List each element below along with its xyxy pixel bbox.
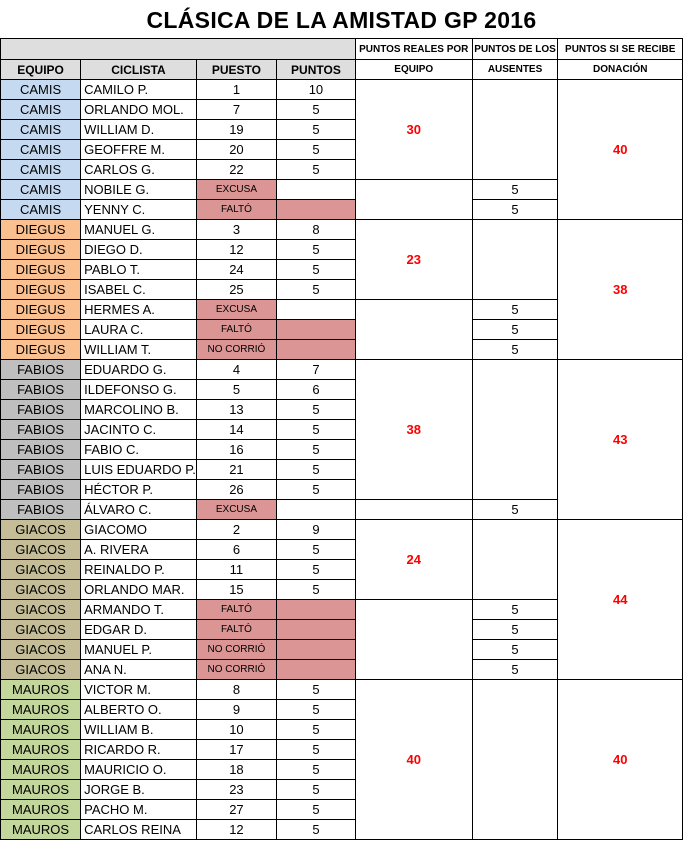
- rider-cell: WILLIAM B.: [81, 720, 197, 740]
- results-table: [0, 38, 683, 840]
- header-row-top: [1, 39, 683, 60]
- points-cell: [277, 620, 356, 640]
- status-badge: FALTÓ: [196, 200, 276, 220]
- rider-cell: CAMILO P.: [81, 80, 197, 100]
- team-real-points: 30: [355, 80, 472, 180]
- position-cell: 20: [196, 140, 276, 160]
- absent-points: 5: [472, 600, 558, 620]
- points-cell: 8: [277, 220, 356, 240]
- team-cell: DIEGUS: [1, 340, 81, 360]
- absent-points: [472, 520, 558, 600]
- donation-points: 43: [558, 360, 683, 520]
- rider-cell: MANUEL G.: [81, 220, 197, 240]
- rider-cell: WILLIAM T.: [81, 340, 197, 360]
- rider-cell: ALBERTO O.: [81, 700, 197, 720]
- points-cell: [277, 500, 356, 520]
- points-cell: 5: [277, 120, 356, 140]
- table-row: [1, 220, 683, 240]
- team-real-points: [355, 180, 472, 220]
- position-cell: 8: [196, 680, 276, 700]
- position-cell: 25: [196, 280, 276, 300]
- position-cell: 7: [196, 100, 276, 120]
- points-cell: [277, 320, 356, 340]
- points-cell: 5: [277, 480, 356, 500]
- team-cell: MAUROS: [1, 680, 81, 700]
- points-cell: 5: [277, 580, 356, 600]
- points-cell: 5: [277, 760, 356, 780]
- position-cell: 1: [196, 80, 276, 100]
- points-cell: [277, 660, 356, 680]
- absent-points: [472, 680, 558, 840]
- team-cell: GIACOS: [1, 600, 81, 620]
- header-puesto: PUESTO: [196, 60, 276, 80]
- points-cell: 5: [277, 720, 356, 740]
- rider-cell: GIACOMO: [81, 520, 197, 540]
- team-cell: DIEGUS: [1, 260, 81, 280]
- rider-cell: JORGE B.: [81, 780, 197, 800]
- team-cell: GIACOS: [1, 580, 81, 600]
- points-cell: [277, 180, 356, 200]
- donation-points: 40: [558, 680, 683, 840]
- position-cell: 17: [196, 740, 276, 760]
- points-cell: 6: [277, 380, 356, 400]
- team-cell: CAMIS: [1, 80, 81, 100]
- rider-cell: GEOFFRE M.: [81, 140, 197, 160]
- header-ausentes-bottom: AUSENTES: [472, 60, 558, 80]
- rider-cell: EDUARDO G.: [81, 360, 197, 380]
- points-cell: 5: [277, 820, 356, 840]
- position-cell: 9: [196, 700, 276, 720]
- position-cell: 14: [196, 420, 276, 440]
- status-badge: NO CORRIÓ: [196, 640, 276, 660]
- header-puntos: PUNTOS: [277, 60, 356, 80]
- position-cell: 15: [196, 580, 276, 600]
- position-cell: 18: [196, 760, 276, 780]
- position-cell: 10: [196, 720, 276, 740]
- status-badge: EXCUSA: [196, 300, 276, 320]
- sheet-title: CLÁSICA DE LA AMISTAD GP 2016: [146, 7, 537, 33]
- points-cell: 5: [277, 440, 356, 460]
- position-cell: 12: [196, 820, 276, 840]
- team-cell: DIEGUS: [1, 220, 81, 240]
- position-cell: 3: [196, 220, 276, 240]
- absent-points: 5: [472, 660, 558, 680]
- points-cell: 5: [277, 800, 356, 820]
- rider-cell: WILLIAM D.: [81, 120, 197, 140]
- position-cell: 2: [196, 520, 276, 540]
- position-cell: 16: [196, 440, 276, 460]
- position-cell: 27: [196, 800, 276, 820]
- rider-cell: ORLANDO MOL.: [81, 100, 197, 120]
- team-cell: MAUROS: [1, 760, 81, 780]
- points-cell: 5: [277, 400, 356, 420]
- points-cell: 5: [277, 680, 356, 700]
- team-cell: MAUROS: [1, 740, 81, 760]
- rider-cell: NOBILE G.: [81, 180, 197, 200]
- absent-points: 5: [472, 620, 558, 640]
- position-cell: 24: [196, 260, 276, 280]
- rider-cell: HERMES A.: [81, 300, 197, 320]
- team-cell: DIEGUS: [1, 280, 81, 300]
- header-blank: [1, 39, 356, 60]
- rider-cell: CARLOS REINA: [81, 820, 197, 840]
- rider-cell: MAURICIO O.: [81, 760, 197, 780]
- team-cell: DIEGUS: [1, 300, 81, 320]
- rider-cell: A. RIVERA: [81, 540, 197, 560]
- position-cell: 12: [196, 240, 276, 260]
- team-cell: MAUROS: [1, 720, 81, 740]
- team-real-points: 38: [355, 360, 472, 500]
- rider-cell: LUIS EDUARDO P.: [81, 460, 197, 480]
- header-donacion-top: PUNTOS SI SE RECIBE: [558, 39, 683, 60]
- absent-points: [472, 220, 558, 300]
- rider-cell: HÉCTOR P.: [81, 480, 197, 500]
- donation-points: 38: [558, 220, 683, 360]
- rider-cell: ORLANDO MAR.: [81, 580, 197, 600]
- position-cell: 4: [196, 360, 276, 380]
- rider-cell: YENNY C.: [81, 200, 197, 220]
- rider-cell: ILDEFONSO G.: [81, 380, 197, 400]
- team-cell: FABIOS: [1, 420, 81, 440]
- points-cell: 10: [277, 80, 356, 100]
- team-cell: GIACOS: [1, 520, 81, 540]
- position-cell: 19: [196, 120, 276, 140]
- points-cell: 5: [277, 540, 356, 560]
- rider-cell: ANA N.: [81, 660, 197, 680]
- table-row: [1, 360, 683, 380]
- team-cell: FABIOS: [1, 480, 81, 500]
- points-cell: 5: [277, 420, 356, 440]
- team-cell: MAUROS: [1, 780, 81, 800]
- points-cell: [277, 640, 356, 660]
- team-cell: FABIOS: [1, 460, 81, 480]
- points-cell: 5: [277, 240, 356, 260]
- status-badge: EXCUSA: [196, 180, 276, 200]
- rider-cell: MARCOLINO B.: [81, 400, 197, 420]
- table-row: [1, 80, 683, 100]
- rider-cell: EDGAR D.: [81, 620, 197, 640]
- header-donacion-bottom: DONACIÓN: [558, 60, 683, 80]
- rider-cell: ISABEL C.: [81, 280, 197, 300]
- rider-cell: PACHO M.: [81, 800, 197, 820]
- position-cell: 6: [196, 540, 276, 560]
- absent-points: 5: [472, 300, 558, 320]
- table-row: [1, 520, 683, 540]
- points-cell: 5: [277, 160, 356, 180]
- points-cell: [277, 300, 356, 320]
- points-cell: 5: [277, 280, 356, 300]
- points-cell: 5: [277, 260, 356, 280]
- rider-cell: REINALDO P.: [81, 560, 197, 580]
- status-badge: FALTÓ: [196, 320, 276, 340]
- status-badge: FALTÓ: [196, 620, 276, 640]
- absent-points: 5: [472, 500, 558, 520]
- rider-cell: FABIO C.: [81, 440, 197, 460]
- absent-points: 5: [472, 320, 558, 340]
- status-badge: NO CORRIÓ: [196, 340, 276, 360]
- points-cell: 5: [277, 780, 356, 800]
- points-cell: 9: [277, 520, 356, 540]
- rider-cell: VICTOR M.: [81, 680, 197, 700]
- team-cell: GIACOS: [1, 560, 81, 580]
- absent-points: 5: [472, 180, 558, 200]
- team-real-points: [355, 300, 472, 360]
- position-cell: 23: [196, 780, 276, 800]
- team-cell: FABIOS: [1, 380, 81, 400]
- team-cell: FABIOS: [1, 360, 81, 380]
- header-reales-bottom: EQUIPO: [355, 60, 472, 80]
- team-cell: FABIOS: [1, 500, 81, 520]
- position-cell: 13: [196, 400, 276, 420]
- team-cell: DIEGUS: [1, 320, 81, 340]
- table-row: [1, 680, 683, 700]
- team-cell: MAUROS: [1, 800, 81, 820]
- team-cell: MAUROS: [1, 820, 81, 840]
- absent-points: 5: [472, 200, 558, 220]
- team-cell: CAMIS: [1, 100, 81, 120]
- rider-cell: DIEGO D.: [81, 240, 197, 260]
- rider-cell: PABLO T.: [81, 260, 197, 280]
- header-ciclista: CICLISTA: [81, 60, 197, 80]
- rider-cell: CARLOS G.: [81, 160, 197, 180]
- team-real-points: [355, 600, 472, 680]
- rider-cell: JACINTO C.: [81, 420, 197, 440]
- points-cell: 5: [277, 460, 356, 480]
- points-cell: 5: [277, 140, 356, 160]
- team-real-points: 40: [355, 680, 472, 840]
- team-cell: GIACOS: [1, 540, 81, 560]
- status-badge: FALTÓ: [196, 600, 276, 620]
- team-cell: CAMIS: [1, 120, 81, 140]
- absent-points: [472, 360, 558, 500]
- position-cell: 26: [196, 480, 276, 500]
- absent-points: [472, 80, 558, 180]
- position-cell: 22: [196, 160, 276, 180]
- team-cell: GIACOS: [1, 620, 81, 640]
- rider-cell: LAURA C.: [81, 320, 197, 340]
- header-equipo: EQUIPO: [1, 60, 81, 80]
- points-cell: [277, 200, 356, 220]
- points-cell: 5: [277, 700, 356, 720]
- team-cell: FABIOS: [1, 440, 81, 460]
- absent-points: 5: [472, 640, 558, 660]
- points-cell: [277, 600, 356, 620]
- absent-points: 5: [472, 340, 558, 360]
- team-cell: GIACOS: [1, 640, 81, 660]
- header-ausentes-top: PUNTOS DE LOS: [472, 39, 558, 60]
- position-cell: 11: [196, 560, 276, 580]
- points-cell: 7: [277, 360, 356, 380]
- team-cell: DIEGUS: [1, 240, 81, 260]
- team-real-points: 24: [355, 520, 472, 600]
- rider-cell: ARMANDO T.: [81, 600, 197, 620]
- rider-cell: RICARDO R.: [81, 740, 197, 760]
- team-cell: CAMIS: [1, 140, 81, 160]
- header-row: [1, 60, 683, 80]
- team-cell: CAMIS: [1, 160, 81, 180]
- header-reales-top: PUNTOS REALES POR: [355, 39, 472, 60]
- team-cell: FABIOS: [1, 400, 81, 420]
- rider-cell: ÁLVARO C.: [81, 500, 197, 520]
- position-cell: 5: [196, 380, 276, 400]
- rider-cell: MANUEL P.: [81, 640, 197, 660]
- team-cell: CAMIS: [1, 200, 81, 220]
- points-cell: [277, 340, 356, 360]
- team-cell: CAMIS: [1, 180, 81, 200]
- team-cell: GIACOS: [1, 660, 81, 680]
- team-real-points: 23: [355, 220, 472, 300]
- donation-points: 40: [558, 80, 683, 220]
- points-cell: 5: [277, 740, 356, 760]
- team-cell: MAUROS: [1, 700, 81, 720]
- status-badge: NO CORRIÓ: [196, 660, 276, 680]
- points-cell: 5: [277, 560, 356, 580]
- team-real-points: [355, 500, 472, 520]
- position-cell: 21: [196, 460, 276, 480]
- points-cell: 5: [277, 100, 356, 120]
- donation-points: 44: [558, 520, 683, 680]
- status-badge: EXCUSA: [196, 500, 276, 520]
